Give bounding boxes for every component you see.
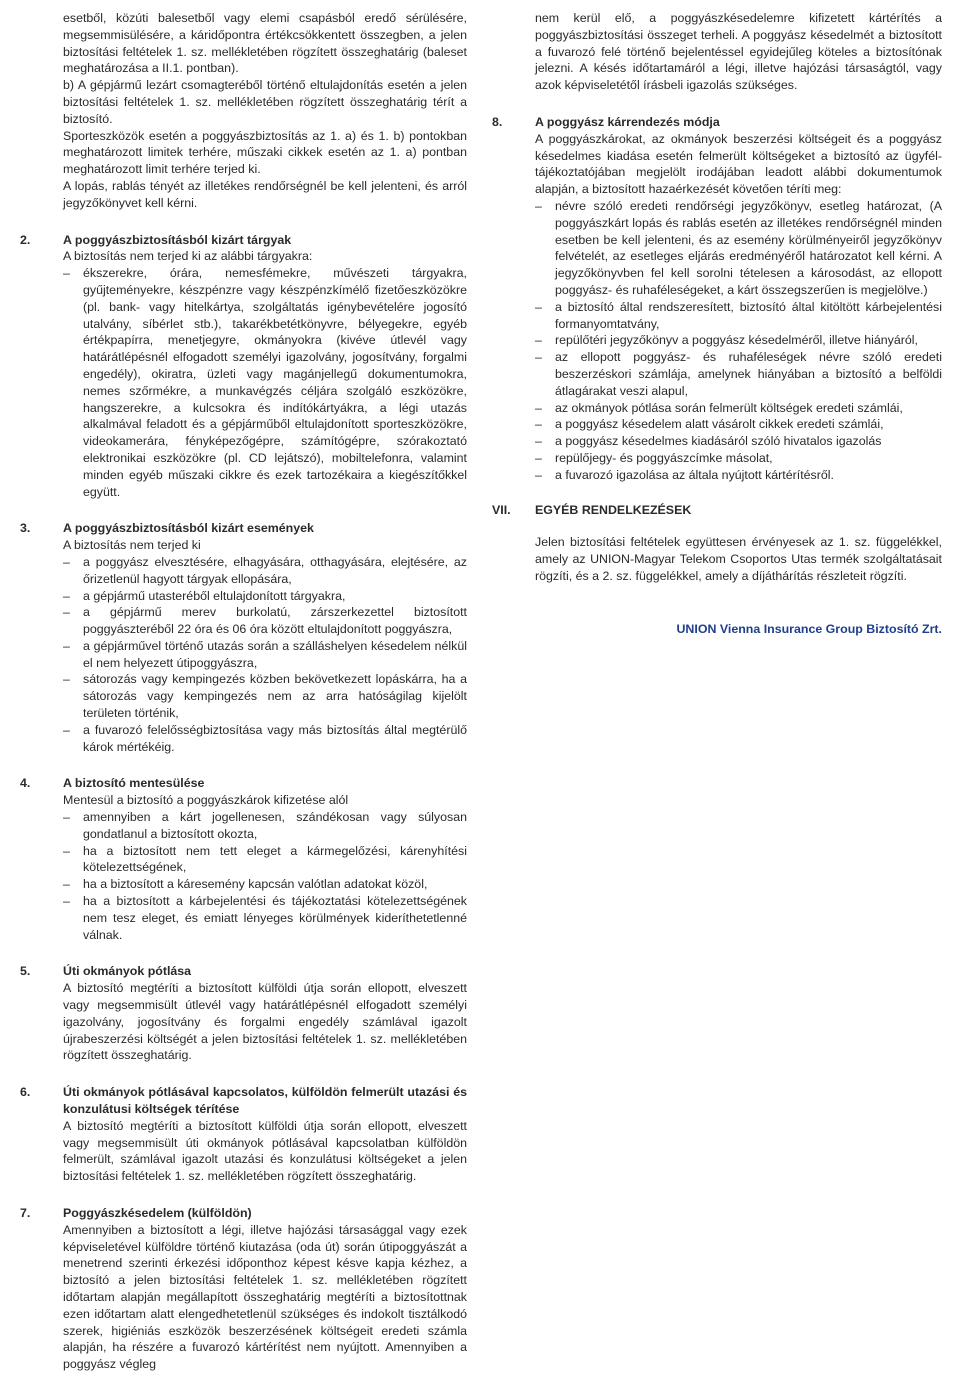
- section-number: 2.: [20, 232, 31, 247]
- section-title: A poggyász kárrendezés módja: [535, 114, 720, 129]
- intro-paragraph-2: b) A gépjármű lezárt csomagteréből történő eltulajdonítás esetén a jelen biztosítási feltételek 1. sz. mellékletében rögzített összeghatárig térít a biztosító.: [63, 78, 467, 126]
- list-item: – a gépjármű merev burkolatú, zárszerkezettel biztosított poggyászteréből 22 óra és 06 óra között eltulajdonított poggyászra,: [83, 604, 467, 638]
- list-item: – a fuvarozó felelősségbiztosítása vagy más biztosítás által megtérülő károk mértékéig.: [83, 722, 467, 756]
- section-number: 3.: [20, 521, 31, 536]
- list-item: – ha a biztosított a káresemény kapcsán valótlan adatokat közöl,: [83, 876, 467, 893]
- section-body: A biztosító megtéríti a biztosított külföldi útja során ellopott, elveszett vagy megsemmisült útlevél vagy határátlépésnél elfogadott személyi igazolvány, jogosítvány és forgalmi engedély számlával igazolt újrabeszerzési költségét a jelen biztosítási feltételek 1. sz. mellékletében rögzített összeghatárig.: [63, 981, 467, 1063]
- section-number: 8.: [492, 114, 503, 129]
- list-item: – ha a biztosított a kárbejelentési és tájékoztatási kötelezettségének nem tesz eleget, és emiatt lényeges körülmények kideríthetetlenné válnak.: [83, 893, 467, 943]
- section-6: [20, 1084, 467, 1185]
- list-item: – névre szóló eredeti rendőrségi jegyzőkönyv, esetleg határozat, (A poggyászkárt lopás és rablás esetén az illetékes rendőrségnél minden esetben be kell jelenteni, és az esemény körülményeiről jegyzőkönyv felvételét, az esetleges eljárás eredményéről határozatot kell kérni. A jegyzőkönyvben fel kell sorolni tételesen a károsodást, az ellopott poggyász- és ruhaféleségeket, a kárt összegszerűen is megjelölve.): [555, 198, 942, 299]
- list-item: – amennyiben a kárt jogellenesen, szándékosan vagy súlyosan gondatlanul a biztosított okozta,: [83, 809, 467, 843]
- left-column: [20, 10, 467, 1373]
- list-item: – a gépjármű utasteréből eltulajdonított tárgyakra,: [83, 588, 467, 605]
- right-column: [492, 10, 942, 638]
- company-signature: UNION Vienna Insurance Group Biztosító Zrt.: [676, 621, 942, 636]
- section-lead: A biztosítás nem terjed ki: [63, 538, 201, 553]
- section-7: [20, 1205, 467, 1373]
- list-item: – ékszerekre, órára, nemesfémekre, művészeti tárgyakra, gyűjteményekre, készpénzre vagy készpénzkímélő fizetőeszközökre (pl. bank- vagy hitelkártya, szolgáltatás igénybevételére jogosító utalvány, síbérlet stb.), takarékbetétkönyvre, bélyegekre, egyéb értékpapírra, menetjegyre, okmányokra (kivéve útlevél vagy határátlépésnél elfogadott személyi igazolvány, jogosítvány, forgalmi engedély), okiratra, üzleti vagy magánjellegű dokumentumokra, nemes szőrmékre, a munkavégzés céljára szolgáló eszközökre, hangszerekre, a kulcsokra és indítókártyákra, a légi utazás alkalmával feladott és a gépjárműből eltulajdonított sporteszközökre, videokamerára, fényképezőgépre, számítógépre, szórakoztató elektronikai eszközökre (pl. CD lejátszó), mobiltelefonra, valamint minden egyéb műszaki cikkre és ezek tartozékaira a kiegészítőkkel együtt.: [83, 265, 467, 500]
- section-title: Úti okmányok pótlása: [63, 964, 192, 979]
- list-item: – repülőtéri jegyzőkönyv a poggyász késedelméről, illetve hiányáról,: [555, 332, 942, 349]
- list-item: – a poggyász késedelmes kiadásáról szóló hivatalos igazolás: [555, 433, 942, 450]
- list-item: – repülőjegy- és poggyászcímke másolat,: [555, 450, 942, 467]
- section-lead: Mentesül a biztosító a poggyászkárok kifizetése alól: [63, 793, 349, 808]
- bullet-list: [492, 198, 942, 484]
- list-item: – a gépjárművel történő utazás során a szálláshelyen késedelem nélkül el nem helyezett útipoggyászra,: [83, 638, 467, 672]
- section-number: 4.: [20, 776, 31, 791]
- section-vii: [492, 502, 942, 585]
- intro-paragraph-3: Sporteszközök esetén a poggyászbiztosítás az 1. a) és 1. b) pontokban meghatározott limitek terhére, műszaki cikkek esetén az 1. a) pontban meghatározott limit terhére terjed ki.: [63, 128, 467, 177]
- section-4: [20, 775, 467, 943]
- section-title: EGYÉB RENDELKEZÉSEK: [535, 502, 692, 517]
- list-item: – a biztosító által rendszeresített, biztosító által kitöltött kárbejelentési formanyomtatvány,: [555, 299, 942, 333]
- section-number: 6.: [20, 1085, 31, 1100]
- section-number: VII.: [492, 502, 511, 517]
- section-body: Jelen biztosítási feltételek együttesen érvényesek az 1. sz. függelékkel, amely az UNION-Magyar Telekom Csoportos Utas termék szolgáltatásait rögzíti, és a 2. sz. függelékkel, amely a díjáthárítás részleteit rögzíti.: [535, 535, 942, 583]
- intro-paragraph-1: esetből, közúti balesetből vagy elemi csapásból eredő sérülésére, megsemmisülésére, a káridőpontra értékcsökkentett összegben, a jelen biztosítási feltételek 1. sz. mellékletében rögzített összeghatárig (baleset meghatározása a II.1. pontban).: [63, 11, 467, 76]
- bullet-list: [20, 809, 467, 943]
- section-number: 5.: [20, 964, 31, 979]
- list-item: – a poggyász elvesztésére, elhagyására, otthagyására, elejtésére, az őrizetlenül hagyott tárgyak ellopására,: [83, 554, 467, 588]
- section-title: Úti okmányok pótlásával kapcsolatos, külföldön felmerült utazási és konzulátusi költségek térítése: [63, 1085, 467, 1117]
- list-item: – ha a biztosított nem tett eleget a kármegelőzési, kárenyhítési kötelezettségének,: [83, 843, 467, 877]
- intro-paragraph-4: A lopás, rablás tényét az illetékes rendőrségnél be kell jelenteni, és arról jegyzőkönyvet kell kérni.: [63, 178, 467, 210]
- section-3: [20, 520, 467, 755]
- section-8: [492, 114, 942, 484]
- list-item: – a poggyász késedelem alatt vásárolt cikkek eredeti számlái,: [555, 416, 942, 433]
- section-title: A biztosító mentesülése: [63, 776, 205, 791]
- continuation-paragraph: nem kerül elő, a poggyászkésedelemre kifizetett kártérítés a poggyászbiztosítási összeget terheli. A poggyász késedelmét a biztosított a fuvarozó felé történő bejelentéssel egyidejűleg köteles a biztosítónak jelezni. A késés időtartamáról a légi, illetve hajózási társaságtól, vagy azok képviseletétől írásbeli igazolás szükséges.: [535, 11, 942, 93]
- section-title: A poggyászbiztosításból kizárt tárgyak: [63, 232, 292, 247]
- list-item: – a fuvarozó igazolása az általa nyújtott kártérítésről.: [555, 467, 942, 484]
- list-item: – az ellopott poggyász- és ruhaféleségek névre szóló eredeti beszerzéskori számlája, amelynek hiányában a biztosító a belföldi átlagárakat veszi alapul,: [555, 349, 942, 399]
- section-title: A poggyászbiztosításból kizárt események: [63, 521, 314, 536]
- section-number: 7.: [20, 1206, 31, 1220]
- section-body: A biztosító megtéríti a biztosított külföldi útja során ellopott, elveszett vagy megsemmisült úti okmányok pótlásával kapcsolatban külföldön felmerült, számlával igazolt utazási és konzulátusi költségeket a jelen biztosítási feltételek 1. sz. mellékletében rögzített összeghatárig.: [63, 1118, 467, 1184]
- section-2: [20, 232, 467, 501]
- bullet-list: [20, 265, 467, 500]
- bullet-list: [20, 554, 467, 756]
- section-5: [20, 963, 467, 1064]
- section-title: Poggyászkésedelem (külföldön): [63, 1206, 252, 1220]
- section-lead: A biztosítás nem terjed ki az alábbi tárgyakra:: [63, 249, 313, 264]
- section-body: Amennyiben a biztosított a légi, illetve hajózási társasággal vagy ezek képviseletével külföldre történő kiutazása (oda út) során útipoggyászát a menetrend szerinti érkezési időponthoz képest késve kapja kézhez, a biztosító a jelen biztosítási feltételek 1. sz. mellékletében rögzített időtartam alapján megállapított összeghatárig megtéríti a biztosítottnak ezen időtartam alatt elengedhetetlenül szükséges és indokolt tisztálkodó szerek, higiéniás eszközök beszerzésének költségeit eredeti számla alapján, ha részére a fuvarozó kártérítést nem nyújtott. Amennyiben a poggyász végleg: [63, 1222, 467, 1372]
- list-item: – sátorozás vagy kempingezés közben bekövetkezett lopáskárra, ha a sátorozás vagy kempingezés nem az arra hatóságilag kijelölt területen történik,: [83, 671, 467, 721]
- section-lead: A poggyászkárokat, az okmányok beszerzési költségeit és a poggyász késedelmes kiadása esetén felmerült költségeket a biztosító az ügyfél-tájékoztatójában megjelölt irodájában leadott alábbi dokumentumok alapján, a biztosított hazaérkezését követően téríti meg:: [535, 131, 942, 197]
- list-item: – az okmányok pótlása során felmerült költségek eredeti számlái,: [555, 400, 942, 417]
